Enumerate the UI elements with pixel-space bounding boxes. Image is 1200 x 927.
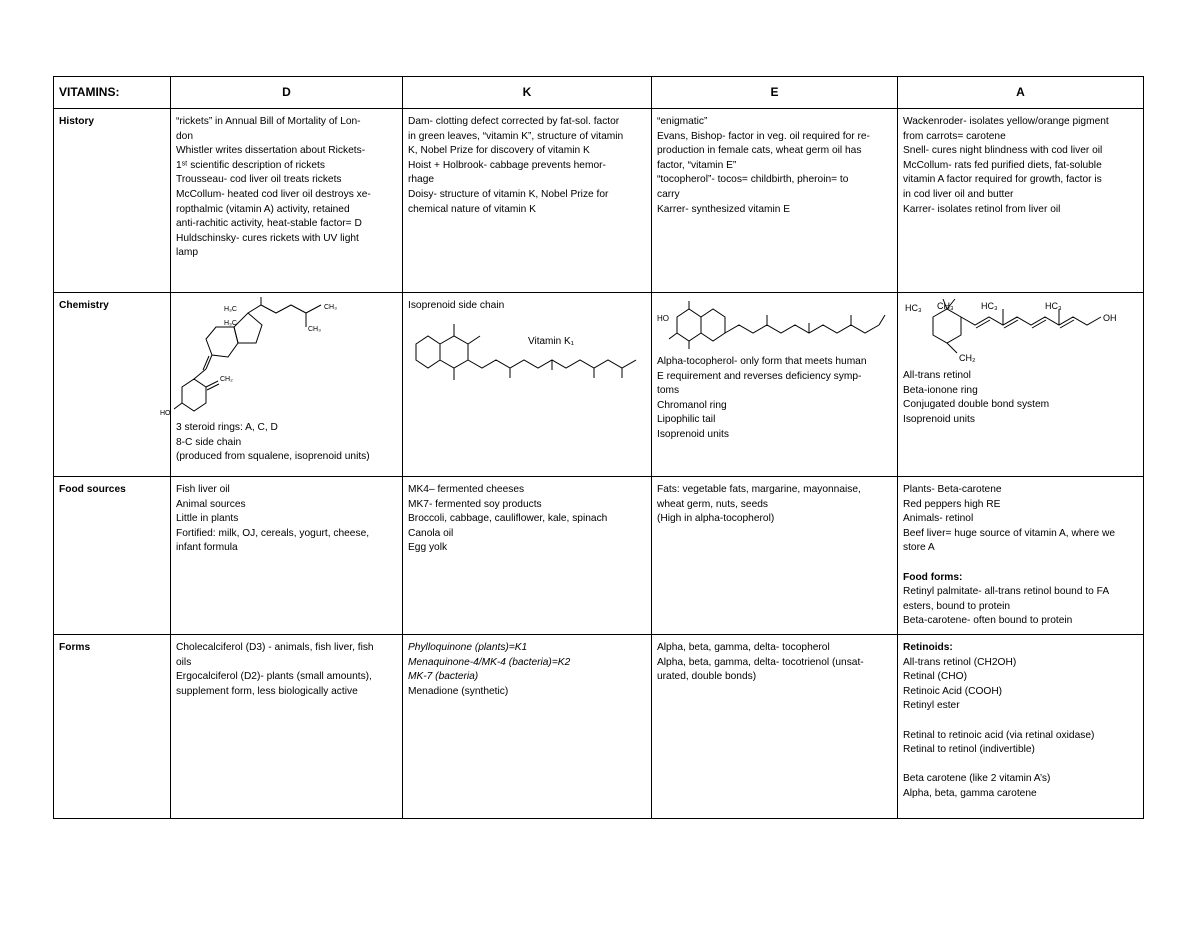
food-forms-title: Food forms: bbox=[903, 571, 963, 583]
vitamin-a-atom: CH₂ bbox=[959, 353, 976, 363]
header-col-e: E bbox=[652, 77, 898, 109]
forms-a-line: All-trans retinol (CH2OH) bbox=[903, 656, 1017, 668]
forms-row bbox=[54, 635, 1144, 819]
history-e-line: production in female cats, wheat germ oil has bbox=[657, 145, 862, 157]
forms-d-line: oils bbox=[176, 656, 192, 668]
history-row bbox=[54, 109, 1144, 293]
food-a-sub-line: Retinyl palmitate- all-trans retinol bound to FA bbox=[903, 586, 1110, 598]
food-e-line: (High in alpha-tocopherol) bbox=[657, 513, 775, 525]
chemistry-e-line: Chromanol ring bbox=[657, 399, 727, 411]
header-col-k: K bbox=[403, 77, 652, 109]
chemistry-row bbox=[54, 293, 1144, 477]
forms-d-line: supplement form, less biologically active bbox=[176, 685, 358, 697]
history-d-line: Trousseau- cod liver oil treats rickets bbox=[176, 174, 342, 186]
vitamin-d-atom: H₃C bbox=[224, 320, 237, 327]
history-k-line: rhage bbox=[408, 174, 435, 186]
vitamin-d-structure bbox=[160, 299, 396, 421]
history-d-line: Whistler writes dissertation about Rickets- bbox=[176, 145, 366, 157]
food-a-sub-line: Beta-carotene- often bound to protein bbox=[903, 615, 1073, 627]
history-a-line: McCollum- rats fed purified diets, fat-soluble bbox=[903, 159, 1102, 171]
vitamin-k-structure bbox=[408, 314, 644, 394]
history-k-line: Dam- clotting defect corrected by fat-sol. factor bbox=[408, 116, 620, 127]
history-d-line: 1ˢᵗ scientific description of rickets bbox=[176, 159, 325, 171]
chemistry-d-cell bbox=[160, 293, 403, 477]
header-label: VITAMINS: bbox=[54, 77, 171, 109]
forms-a-line: Retinal (CHO) bbox=[903, 671, 967, 683]
history-a-line: from carrots= carotene bbox=[903, 130, 1006, 142]
history-a-line: vitamin A factor required for growth, factor is bbox=[903, 174, 1102, 186]
vitamin-a-atom: CH₃ bbox=[937, 301, 954, 311]
forms-k-italic-line: Menaquinone-4/MK-4 (bacteria)=K2 bbox=[408, 656, 571, 668]
food-d-line: Little in plants bbox=[176, 513, 239, 525]
row-label-history: History bbox=[54, 109, 171, 293]
history-a-line: Snell- cures night blindness with cod liver oil bbox=[903, 145, 1103, 157]
row-label-forms: Forms bbox=[54, 635, 171, 819]
forms-a-line: Retinal to retinol (indivertible) bbox=[903, 744, 1035, 756]
vitamin-a-atom: HC₃ bbox=[905, 303, 922, 313]
forms-a-line: Beta carotene (like 2 vitamin A’s) bbox=[903, 773, 1051, 785]
chemistry-e-line: Lipophilic tail bbox=[657, 414, 716, 426]
forms-a-line: Retinyl ester bbox=[903, 700, 960, 712]
chemistry-a-cell bbox=[898, 293, 1144, 477]
history-d-line: anti-rachitic activity, heat-stable factor= D bbox=[176, 218, 362, 230]
history-a-line: in cod liver oil and butter bbox=[903, 188, 1014, 200]
forms-k-cell bbox=[403, 635, 652, 819]
history-e-line: Evans, Bishop- factor in veg. oil required for re- bbox=[657, 130, 870, 142]
forms-e-line: Alpha, beta, gamma, delta- tocopherol bbox=[657, 642, 830, 653]
spacer bbox=[903, 556, 1138, 571]
chemistry-e-line: Isoprenoid units bbox=[657, 428, 729, 440]
food-d-cell bbox=[171, 477, 403, 635]
history-k-line: chemical nature of vitamin K bbox=[408, 203, 536, 215]
food-k-line: MK7- fermented soy products bbox=[408, 498, 542, 510]
history-e-line: Karrer- synthesized vitamin E bbox=[657, 203, 791, 215]
history-a-line: Karrer- isolates retinol from liver oil bbox=[903, 203, 1061, 215]
food-e-line: wheat germ, nuts, seeds bbox=[657, 498, 768, 510]
forms-e-line: Alpha, beta, gamma, delta- tocotrienol (unsat- bbox=[657, 656, 864, 668]
history-a-cell bbox=[898, 109, 1144, 293]
vitamin-d-atom: H₃C bbox=[224, 306, 237, 313]
food-k-line: MK4– fermented cheeses bbox=[408, 484, 525, 495]
history-d-line: lamp bbox=[176, 247, 199, 259]
history-d-line: Huldschinsky- cures rickets with UV light bbox=[176, 232, 359, 244]
food-a-sub-line: esters, bound to protein bbox=[903, 600, 1011, 612]
food-a-line: Red peppers high RE bbox=[903, 498, 1001, 510]
chemistry-d-line: 3 steroid rings: A, C, D bbox=[176, 422, 278, 433]
header-col-a: A bbox=[898, 77, 1144, 109]
food-k-line: Broccoli, cabbage, cauliflower, kale, spinach bbox=[408, 513, 608, 525]
vitamin-a-atom: HC₃ bbox=[981, 301, 998, 311]
food-a-line: Beef liver= huge source of vitamin A, where we bbox=[903, 527, 1116, 539]
forms-a-line: Alpha, beta, gamma carotene bbox=[903, 787, 1037, 799]
food-k-cell bbox=[403, 477, 652, 635]
history-d-line: McCollum- heated cod liver oil destroys xe- bbox=[176, 188, 371, 200]
food-d-line: Animal sources bbox=[176, 498, 246, 510]
chemistry-a-line: Isoprenoid units bbox=[903, 413, 975, 425]
forms-d-line: Ergocalciferol (D2)- plants (small amounts), bbox=[176, 671, 372, 683]
vitamin-d-atom: CH₃ bbox=[308, 326, 321, 333]
chemistry-e-line: toms bbox=[657, 385, 680, 397]
food-e-cell bbox=[652, 477, 898, 635]
chemistry-a-line: All-trans retinol bbox=[903, 370, 971, 381]
chemistry-k-cell bbox=[403, 293, 652, 477]
forms-k-italic-line: MK-7 (bacteria) bbox=[408, 671, 479, 683]
history-k-cell bbox=[403, 109, 652, 293]
vitamin-k-label: Vitamin K₁ bbox=[528, 335, 574, 347]
forms-e-line: urated, double bonds) bbox=[657, 671, 757, 683]
chemistry-a-line: Beta-ionone ring bbox=[903, 384, 978, 396]
food-e-line: Fats: vegetable fats, margarine, mayonnaise, bbox=[657, 484, 861, 495]
spacer bbox=[903, 714, 1138, 729]
row-label-chemistry: Chemistry bbox=[54, 293, 171, 477]
food-a-line: Plants- Beta-carotene bbox=[903, 484, 1002, 495]
chemistry-a-line: Conjugated double bond system bbox=[903, 399, 1050, 411]
vitamin-d-atom: CH₃ bbox=[324, 304, 337, 311]
chemistry-d-line: 8-C side chain bbox=[176, 436, 242, 448]
history-e-line: factor, “vitamin E” bbox=[657, 159, 737, 171]
forms-a-line: Retinoic Acid (COOH) bbox=[903, 685, 1003, 697]
food-k-line: Egg yolk bbox=[408, 542, 448, 554]
vitamin-a-structure bbox=[903, 299, 1137, 369]
food-d-line: infant formula bbox=[176, 542, 238, 554]
food-k-line: Canola oil bbox=[408, 527, 454, 539]
history-e-line: carry bbox=[657, 188, 680, 200]
history-k-line: Hoist + Holbrook- cabbage prevents hemor- bbox=[408, 159, 606, 171]
chemistry-e-line: Alpha-tocopherol- only form that meets human bbox=[657, 356, 867, 367]
vitamins-table bbox=[53, 76, 1144, 819]
forms-k-line: Menadione (synthetic) bbox=[408, 685, 509, 697]
vitamin-a-atom: OH bbox=[1103, 313, 1117, 323]
forms-k-italic-line: Phylloquinone (plants)=K1 bbox=[408, 642, 528, 653]
forms-d-line: Cholecalciferol (D3) - animals, fish liver, fish bbox=[176, 642, 374, 653]
history-k-line: in green leaves, “vitamin K”, structure of vitamin bbox=[408, 130, 624, 142]
food-a-line: Animals- retinol bbox=[903, 513, 974, 525]
food-a-cell bbox=[898, 477, 1144, 635]
vitamin-d-atom: HO bbox=[160, 410, 171, 417]
retinoids-title: Retinoids: bbox=[903, 642, 953, 653]
forms-a-cell bbox=[898, 635, 1144, 819]
spacer bbox=[903, 758, 1138, 773]
row-label-food: Food sources bbox=[54, 477, 171, 635]
chemistry-e-cell bbox=[652, 293, 898, 477]
history-k-line: K, Nobel Prize for discovery of vitamin K bbox=[408, 145, 590, 157]
history-e-line: “tocopherol”- tocos= childbirth, pheroin= to bbox=[657, 174, 849, 186]
forms-a-line: Retinal to retinoic acid (via retinal oxidase) bbox=[903, 729, 1095, 741]
food-a-line: store A bbox=[903, 542, 935, 554]
food-d-line: Fortified: milk, OJ, cereals, yogurt, cheese, bbox=[176, 527, 370, 539]
vitamin-e-structure bbox=[657, 299, 891, 355]
history-k-line: Doisy- structure of vitamin K, Nobel Prize for bbox=[408, 188, 609, 200]
header-col-d: D bbox=[171, 77, 403, 109]
forms-e-cell bbox=[652, 635, 898, 819]
history-d-line: don bbox=[176, 130, 193, 142]
chemistry-d-line: (produced from squalene, isoprenoid units) bbox=[176, 451, 370, 463]
header-row bbox=[54, 77, 1144, 109]
forms-d-cell bbox=[171, 635, 403, 819]
vitamin-a-atom: HC₃ bbox=[1045, 301, 1062, 311]
history-e-line: “enigmatic” bbox=[657, 116, 708, 127]
history-a-line: Wackenroder- isolates yellow/orange pigment bbox=[903, 116, 1109, 127]
chemistry-k-title: Isoprenoid side chain bbox=[408, 300, 505, 311]
vitamin-e-atom: HO bbox=[657, 314, 669, 323]
history-d-line: “rickets” in Annual Bill of Mortality of Lon- bbox=[176, 116, 361, 127]
food-row bbox=[54, 477, 1144, 635]
history-d-cell bbox=[171, 109, 403, 293]
vitamin-d-atom: CH₂ bbox=[220, 376, 233, 383]
chemistry-e-line: E requirement and reverses deficiency symp- bbox=[657, 370, 862, 382]
food-d-line: Fish liver oil bbox=[176, 484, 230, 495]
history-d-line: ropthalmic (vitamin A) activity, retained bbox=[176, 203, 350, 215]
history-e-cell bbox=[652, 109, 898, 293]
